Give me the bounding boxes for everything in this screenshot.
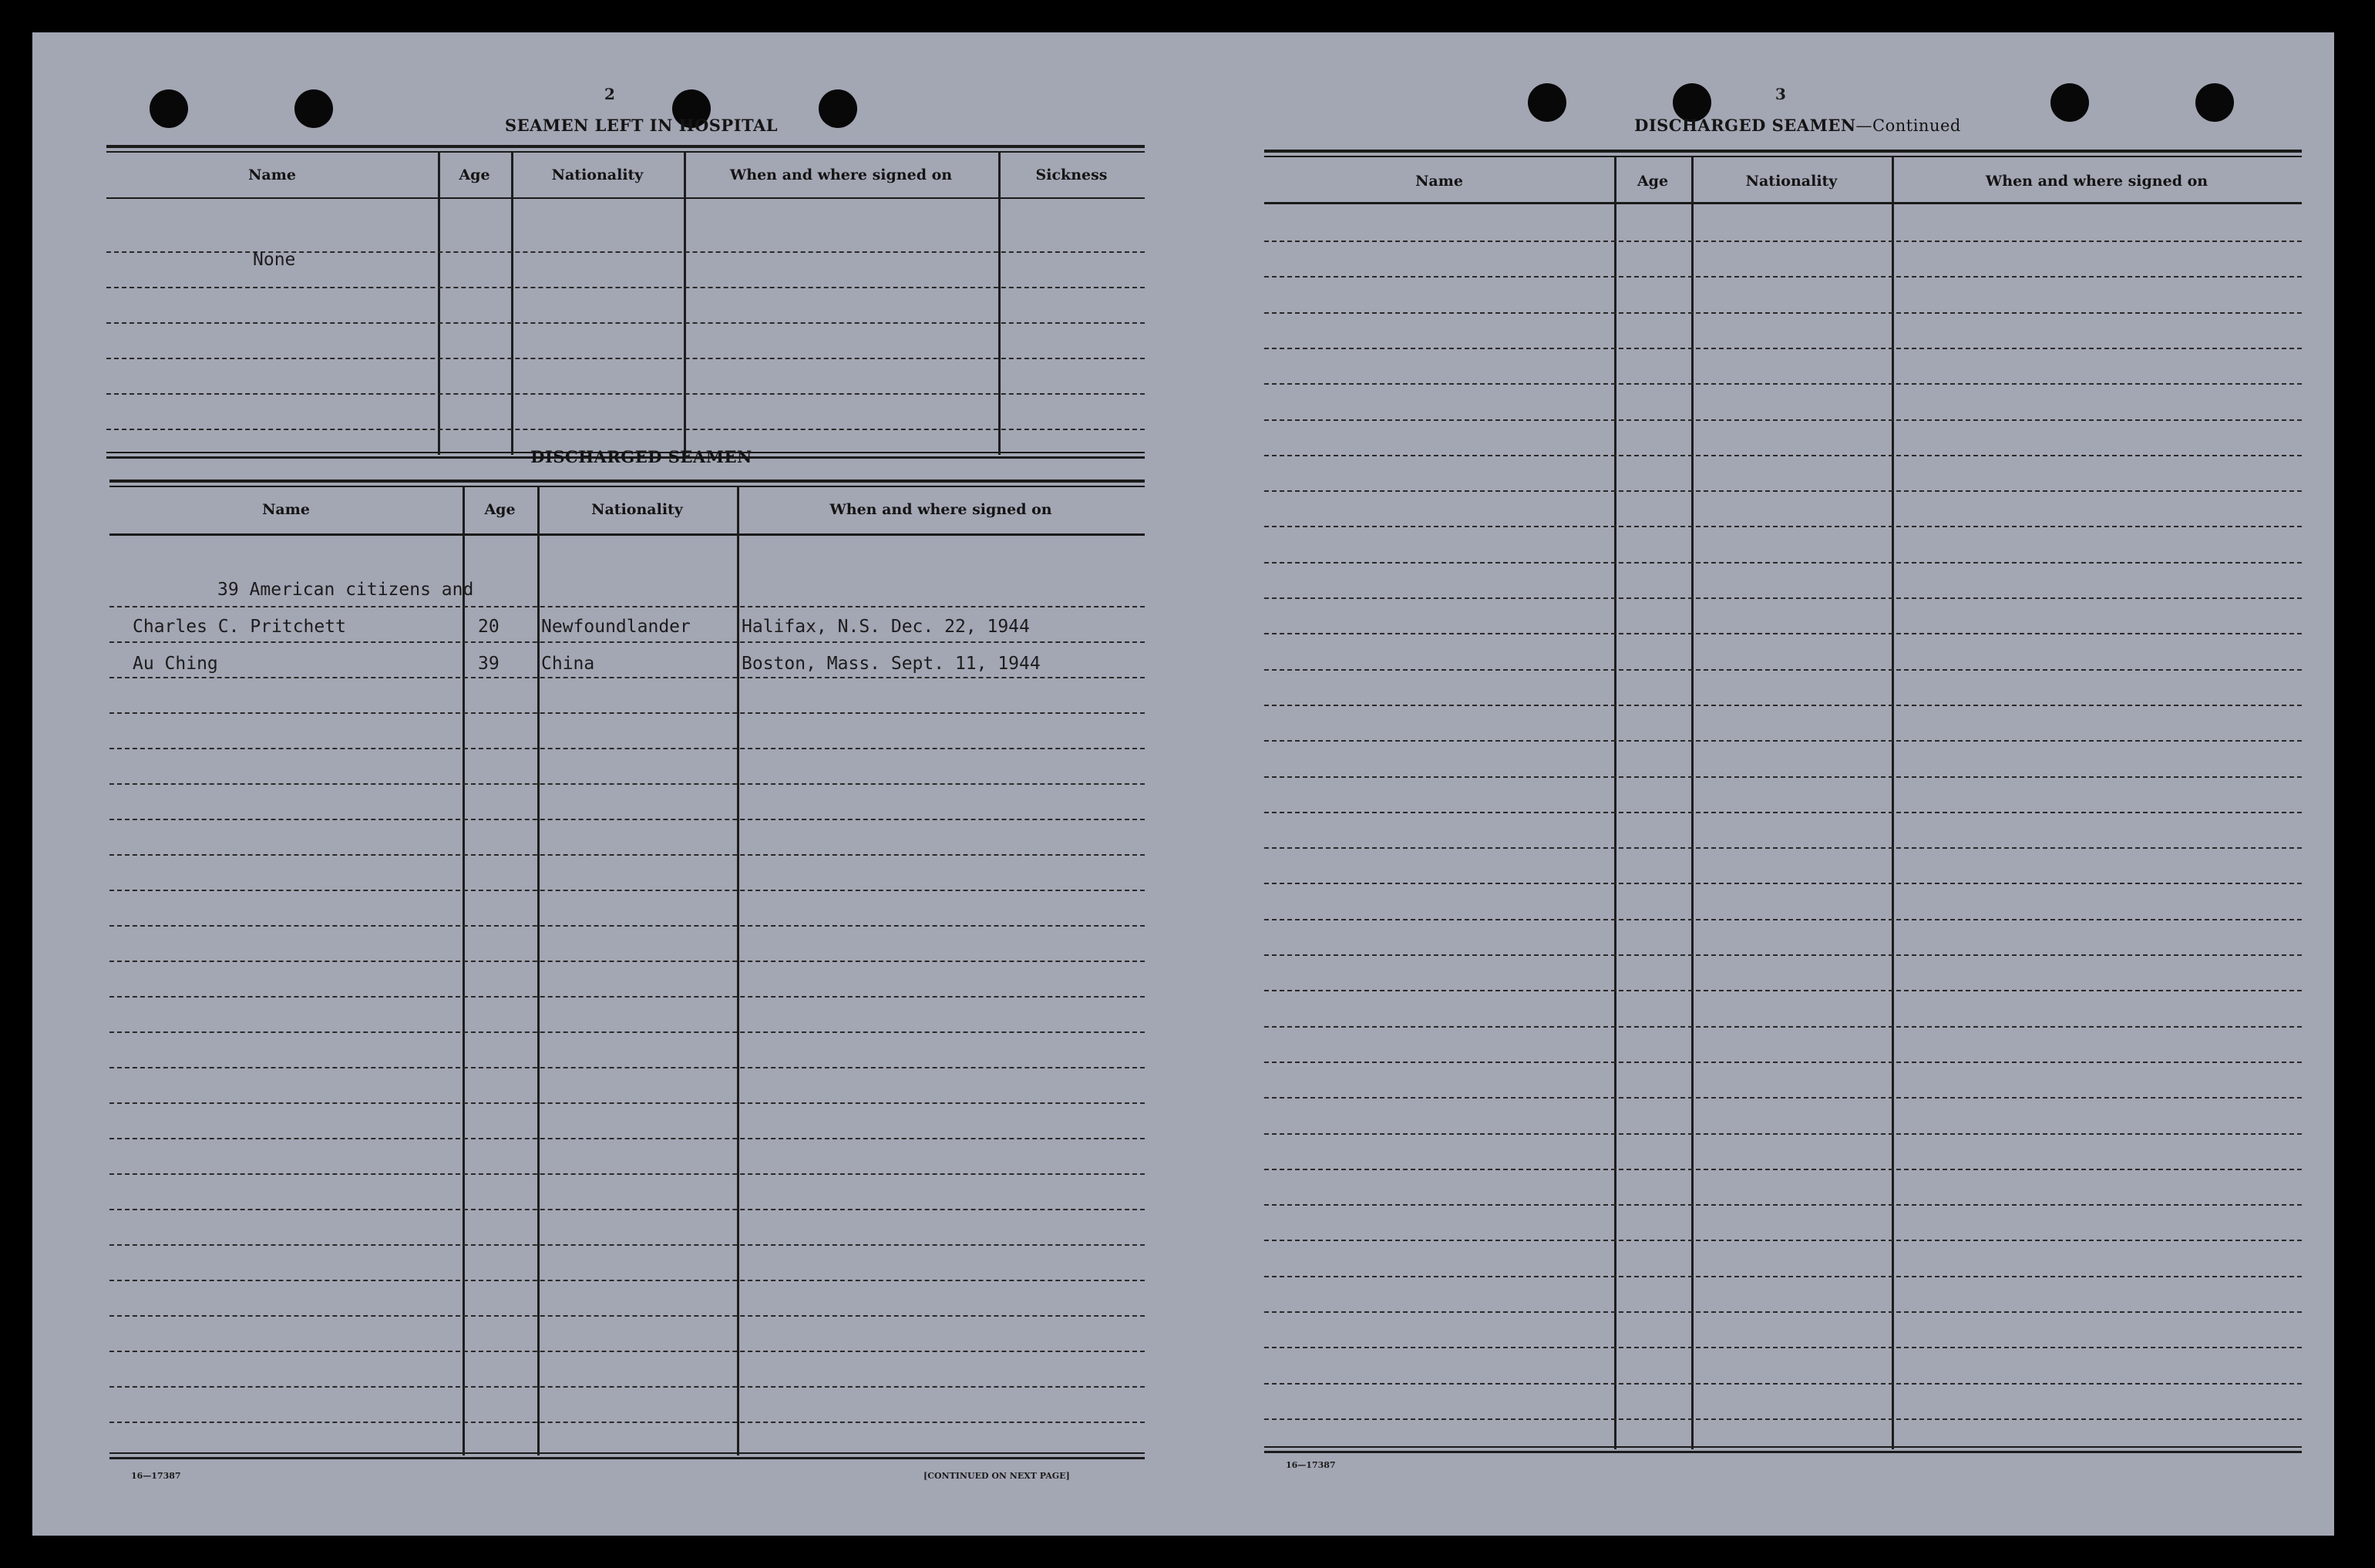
table-row [1264, 1133, 2302, 1135]
continued-header-age: Age [1637, 173, 1669, 190]
table-row [106, 429, 1145, 430]
continued-note: [CONTINUED ON NEXT PAGE] [923, 1471, 1070, 1481]
entry-1-age: 20 [478, 617, 500, 637]
table-row [1264, 847, 2302, 849]
table-row [1264, 455, 2302, 456]
form-number-right: 16—17387 [1286, 1460, 1336, 1470]
table-row [109, 961, 1145, 962]
table-row [1264, 740, 2302, 742]
table-row [1264, 812, 2302, 813]
punch-hole [2195, 83, 2234, 122]
discharged-continued-title-suffix: —Continued [1855, 116, 1961, 135]
table-row [109, 1102, 1145, 1104]
hospital-header-nationality: Nationality [551, 167, 644, 183]
discharged-table [109, 479, 1145, 1459]
table-row [1264, 883, 2302, 884]
page-number-left: 2 [604, 85, 615, 103]
discharged-continued-table [1264, 150, 2302, 1452]
entry-2-signed-on: Boston, Mass. Sept. 11, 1944 [742, 654, 1041, 674]
entry-1-name: Charles C. Pritchett [133, 617, 346, 637]
table-row [109, 783, 1145, 785]
discharged-header-signed-on: When and where signed on [829, 501, 1052, 518]
table-row [1264, 1276, 2302, 1277]
continued-header-name: Name [1415, 173, 1463, 190]
continued-header-nationality: Nationality [1745, 173, 1838, 190]
table-row [109, 712, 1145, 714]
discharged-header-age: Age [484, 501, 516, 518]
form-number-left: 16—17387 [131, 1471, 181, 1481]
table-row [109, 1138, 1145, 1139]
table-row [109, 890, 1145, 891]
table-row [109, 1067, 1145, 1068]
entry-2-nationality: China [541, 654, 595, 674]
punch-hole [2050, 83, 2089, 122]
table-row [109, 1422, 1145, 1423]
table-row [1264, 919, 2302, 920]
entry-0-name: 39 American citizens and [217, 580, 474, 600]
table-row [1264, 776, 2302, 778]
table-row [1264, 1097, 2302, 1099]
table-row [1264, 633, 2302, 634]
table-row [1264, 1418, 2302, 1420]
table-row [1264, 562, 2302, 564]
table-row [109, 854, 1145, 856]
entry-1-signed-on: Halifax, N.S. Dec. 22, 1944 [742, 617, 1030, 637]
table-row [1264, 1169, 2302, 1170]
table-row [109, 1351, 1145, 1352]
table-row [106, 322, 1145, 324]
table-row [109, 606, 1145, 607]
table-row [1264, 705, 2302, 706]
entry-1-nationality: Newfoundlander [541, 617, 691, 637]
table-row [109, 1280, 1145, 1281]
table-row [1264, 1311, 2302, 1313]
hospital-header-name: Name [248, 167, 296, 183]
table-row [1264, 1062, 2302, 1063]
table-row [1264, 1204, 2302, 1206]
table-row [1264, 1240, 2302, 1241]
table-row [106, 393, 1145, 395]
hospital-section-title: SEAMEN LEFT IN HOSPITAL [504, 116, 779, 135]
table-row [109, 641, 1145, 643]
table-row [1264, 348, 2302, 349]
table-row [109, 1244, 1145, 1246]
page-number-right: 3 [1775, 85, 1786, 103]
table-row [109, 925, 1145, 927]
table-row [1264, 526, 2302, 527]
table-row [109, 996, 1145, 998]
hospital-header-signed-on: When and where signed on [729, 167, 953, 183]
discharged-continued-title-main: DISCHARGED SEAMEN [1634, 116, 1856, 135]
table-row [1264, 312, 2302, 314]
table-row [106, 287, 1145, 288]
discharged-section-title: DISCHARGED SEAMEN [530, 447, 752, 466]
discharged-header-nationality: Nationality [591, 501, 683, 518]
table-row [1264, 276, 2302, 278]
entry-2-name: Au Ching [133, 654, 218, 674]
table-row [109, 677, 1145, 678]
table-row [1264, 990, 2302, 991]
hospital-header-sickness: Sickness [1035, 167, 1108, 183]
discharged-continued-title [1605, 116, 1990, 135]
table-row [1264, 1383, 2302, 1385]
table-row [109, 1173, 1145, 1175]
table-row [106, 358, 1145, 359]
punch-hole [150, 89, 188, 128]
continued-header-signed-on: When and where signed on [1985, 173, 2208, 190]
table-row [1264, 383, 2302, 385]
table-row [109, 748, 1145, 749]
table-row [1264, 669, 2302, 671]
table-row [109, 819, 1145, 820]
table-row [1264, 419, 2302, 421]
hospital-entry-name: None [253, 250, 296, 270]
table-row [109, 1386, 1145, 1388]
hospital-table [106, 145, 1145, 458]
table-row [1264, 1026, 2302, 1028]
punch-hole [1528, 83, 1566, 122]
table-row [1264, 241, 2302, 242]
table-row [109, 1031, 1145, 1033]
discharged-header-name: Name [262, 501, 310, 518]
hospital-header-age: Age [459, 167, 490, 183]
document-sheet [32, 32, 2334, 1536]
entry-2-age: 39 [478, 654, 500, 674]
punch-hole [294, 89, 333, 128]
table-row [1264, 954, 2302, 956]
table-row [109, 1209, 1145, 1210]
table-row [109, 1315, 1145, 1317]
table-row [1264, 490, 2302, 492]
table-row [1264, 1347, 2302, 1348]
table-row [1264, 597, 2302, 599]
